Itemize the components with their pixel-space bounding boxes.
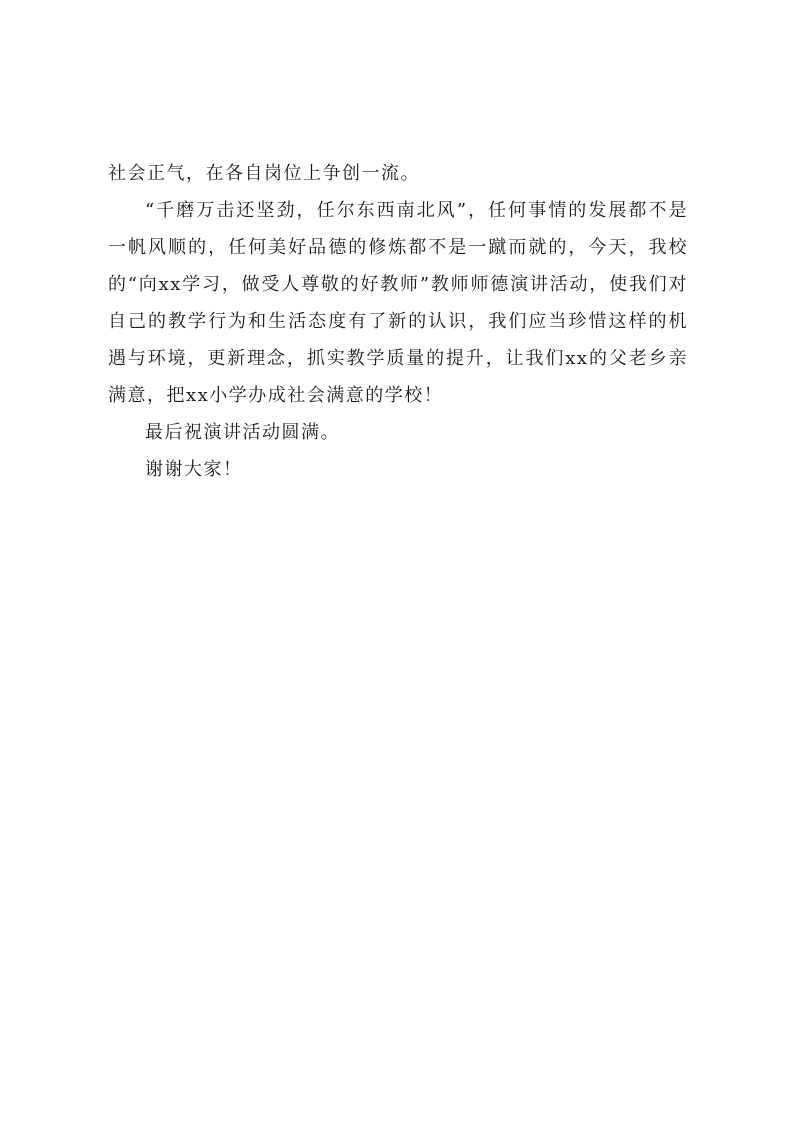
paragraph-thanks: 谢谢大家！ <box>145 459 243 480</box>
paragraph-main: “千磨万击还坚劲，任尔东西南北风”，任何事情的发展都不是一帆风顺的，任何美好品德的修炼都不是一蹴而就的，今天，我校的“向xx学习，做受人尊敬的好教师”教师师德演讲活动，使我们对自己的教学行为和生活态度有了新的认识，我们应当珍惜这样的机遇与环境，更新理念，抓实教学质量的提升，让我们xx的父老乡亲满意，把xx小学办成社会满意的学校！ <box>108 200 688 406</box>
paragraph-closing-wish: 最后祝演讲活动圆满。 <box>145 422 340 443</box>
document-body <box>108 155 688 488</box>
paragraph-continuation: 社会正气，在各自岗位上争创一流。 <box>108 163 420 184</box>
